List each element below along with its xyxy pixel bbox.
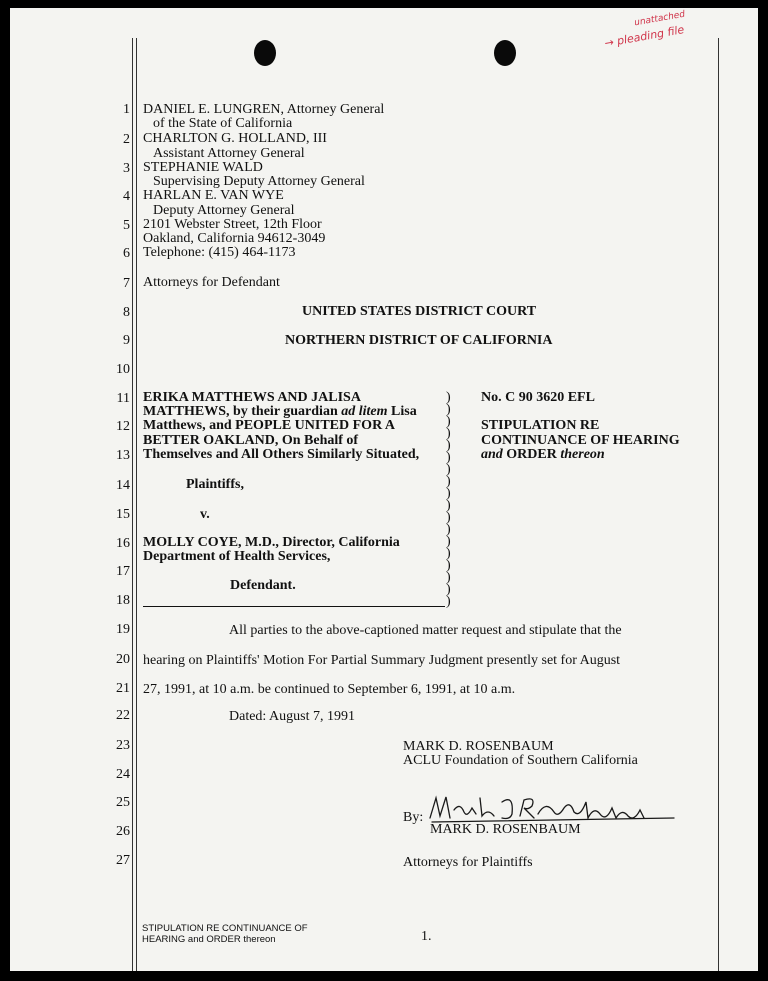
header-line: Oakland, California 94612-3049 (143, 231, 326, 246)
line-number: 2 (123, 132, 130, 147)
caption-parentheses: ) ) ) ) ) ) ) ) ) ) ) ) ) ) ) ) ) ) (446, 390, 451, 609)
document-title: CONTINUANCE OF HEARING (481, 433, 680, 448)
plaintiff-line: Themselves and All Others Similarly Situated, (143, 447, 420, 462)
defendant-line: Department of Health Services, (143, 549, 331, 564)
header-line: HARLAN E. VAN WYE (143, 188, 284, 203)
dated-line: Dated: August 7, 1991 (229, 709, 355, 724)
margin-rule-right (718, 38, 719, 971)
page-number: 1. (421, 929, 432, 944)
handwritten-note: unattached (633, 9, 686, 29)
line-number: 1 (123, 102, 130, 117)
line-number: 11 (116, 391, 130, 406)
header-line: 2101 Webster Street, 12th Floor (143, 217, 322, 232)
line-number: 26 (116, 824, 130, 839)
line-number: 7 (123, 276, 130, 291)
line-number: 4 (123, 189, 130, 204)
margin-rule-left (132, 38, 133, 971)
header-line: Deputy Attorney General (153, 203, 295, 218)
line-number: 10 (116, 362, 130, 377)
footer-title: HEARING and ORDER thereon (142, 934, 276, 945)
versus-label: v. (200, 507, 210, 522)
line-number: 14 (116, 478, 130, 493)
punch-hole (254, 40, 276, 66)
by-label: By: (403, 810, 424, 825)
line-number: 19 (116, 622, 130, 637)
line-number: 15 (116, 507, 130, 522)
attorneys-for-plaintiffs: Attorneys for Plaintiffs (403, 855, 533, 870)
plaintiff-line: ERIKA MATTHEWS AND JALISA (143, 390, 361, 405)
line-number: 20 (116, 652, 130, 667)
punch-hole (494, 40, 516, 66)
line-number: 24 (116, 767, 130, 782)
margin-rule-left-inner (136, 38, 137, 971)
header-line: Assistant Attorney General (153, 146, 305, 161)
header-line: CHARLTON G. HOLLAND, III (143, 131, 327, 146)
line-number: 9 (123, 333, 130, 348)
header-line: Telephone: (415) 464-1173 (143, 245, 296, 260)
document-page (10, 8, 758, 971)
plaintiff-line: Matthews, and PEOPLE UNITED FOR A (143, 418, 396, 433)
signer-name: MARK D. ROSENBAUM (403, 739, 554, 754)
document-title: and ORDER thereon (481, 447, 605, 462)
line-number: 22 (116, 708, 130, 723)
header-line: DANIEL E. LUNGREN, Attorney General (143, 102, 385, 117)
header-line: STEPHANIE WALD (143, 160, 263, 175)
header-line: Supervising Deputy Attorney General (153, 174, 365, 189)
line-number: 27 (116, 853, 130, 868)
line-number: 12 (116, 419, 130, 434)
line-number: 18 (116, 593, 130, 608)
line-number: 13 (116, 448, 130, 463)
body-line: hearing on Plaintiffs' Motion For Partial Summary Judgment presently set for August (143, 653, 621, 668)
handwritten-note: → pleading file (603, 23, 686, 50)
line-number: 16 (116, 536, 130, 551)
defendant-label: Defendant. (230, 578, 296, 593)
line-number: 8 (123, 305, 130, 320)
plaintiffs-label: Plaintiffs, (186, 477, 244, 492)
line-number: 3 (123, 161, 130, 176)
plaintiff-line: BETTER OAKLAND, On Behalf of (143, 433, 359, 448)
line-number: 21 (116, 681, 130, 696)
defendant-line: MOLLY COYE, M.D., Director, California (143, 535, 400, 550)
body-line: 27, 1991, at 10 a.m. be continued to September 6, 1991, at 10 a.m. (143, 682, 516, 697)
header-line: of the State of California (153, 116, 293, 131)
line-number: 17 (116, 564, 130, 579)
line-number: 23 (116, 738, 130, 753)
court-district: NORTHERN DISTRICT OF CALIFORNIA (285, 333, 553, 348)
line-number: 5 (123, 218, 130, 233)
court-name: UNITED STATES DISTRICT COURT (302, 304, 537, 319)
line-number: 6 (123, 246, 130, 261)
attorneys-for-defendant: Attorneys for Defendant (143, 275, 280, 290)
plaintiff-line: MATTHEWS, by their guardian ad litem Lisa (143, 404, 417, 419)
line-number: 25 (116, 795, 130, 810)
signer-organization: ACLU Foundation of Southern California (403, 753, 638, 768)
case-number: No. C 90 3620 EFL (481, 390, 595, 405)
caption-rule (143, 606, 445, 607)
signer-typed-name: MARK D. ROSENBAUM (430, 822, 581, 837)
document-title: STIPULATION RE (481, 418, 600, 433)
footer-title: STIPULATION RE CONTINUANCE OF (142, 923, 308, 934)
body-line: All parties to the above-captioned matter request and stipulate that the (229, 623, 622, 638)
